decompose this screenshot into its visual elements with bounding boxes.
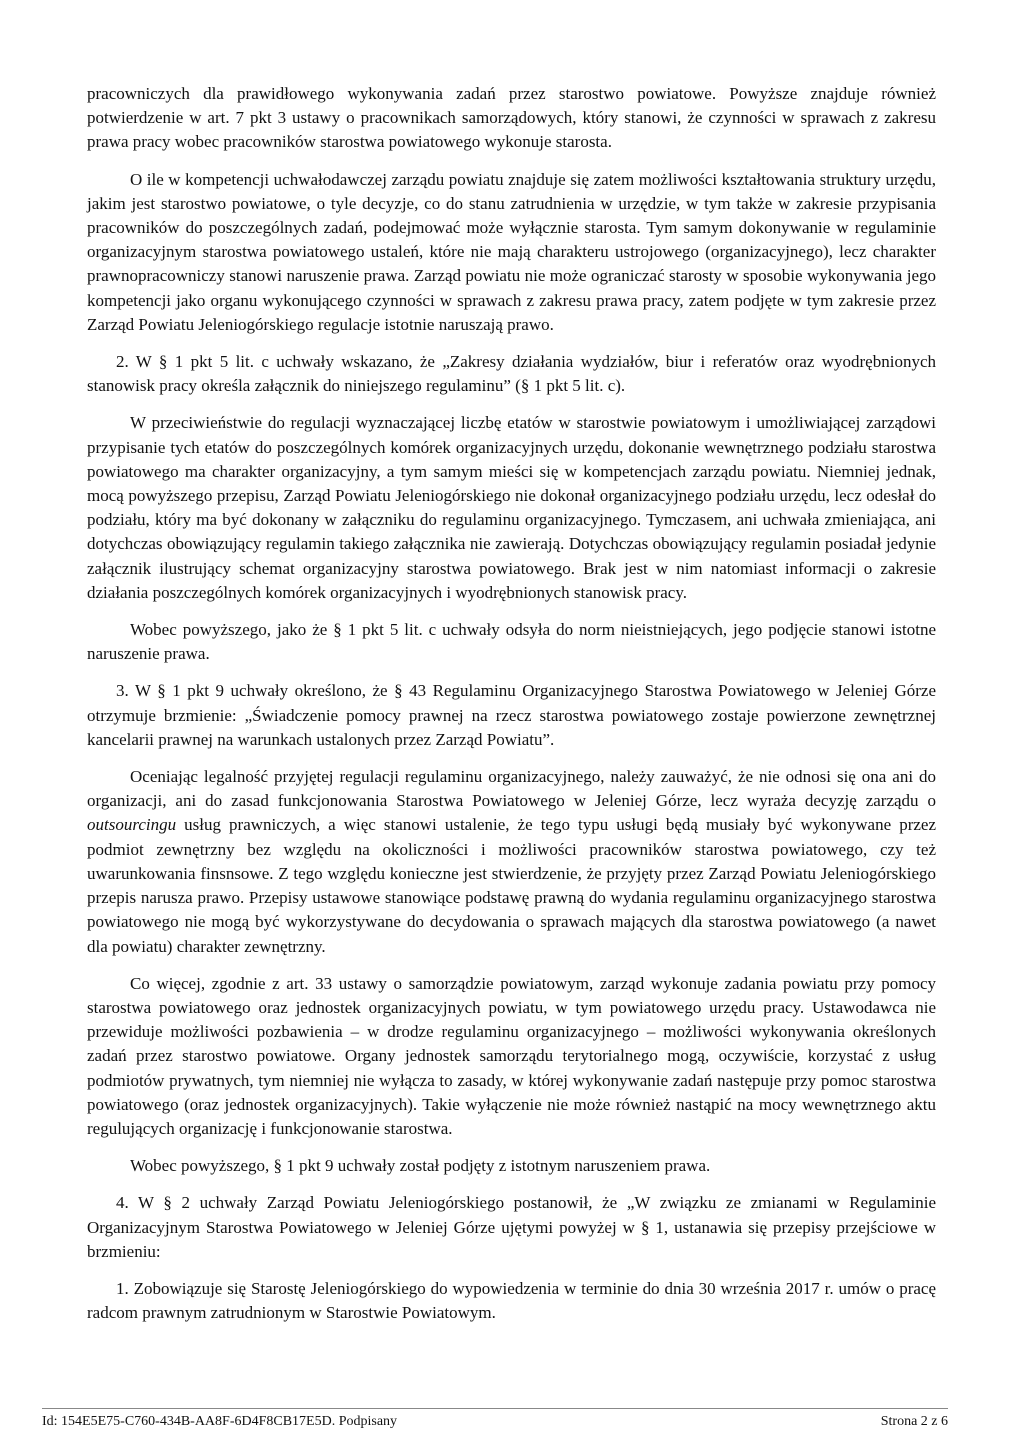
page-footer: [42, 1413, 948, 1431]
paragraph-list-item-1: 1. Zobowiązuje się Starostę Jeleniogórskiego do wypowiedzenia w terminie do dnia 30 września 2017 r. umów o pracę radcom prawnym zatrudnionym w Starostwie Powiatowym.: [87, 1278, 936, 1323]
page-number: Strona 2 z 6: [880, 1414, 948, 1429]
paragraph: W przeciwieństwie do regulacji wyznaczającej liczbę etatów w starostwie powiatowym i umożliwiającej zarządowi przypisanie tych etatów do poszczególnych komórek organizacyjnych urzędu, dokonanie wewnętrznego podziału starostwa powiatowego ma charakter organizacyjny, a tym samym mieści się w kompetencjach zarządu powiatu. Niemniej jednak, mocą powyższego przepisu, Zarząd Powiatu Jeleniogórskiego nie dokonał organizacyjnego podziału urzędu, lecz odesłał do podziału, który ma być dokonany w załączniku do regulaminu organizacyjnego. Tymczasem, ani uchwała zmieniająca, ani dotychczas obowiązujący regulamin takiego załącznika nie zawierają. Dotychczas obowiązujący regulamin posiadał jedynie załącznik ilustrujący schemat organizacyjny starostwa powiatowego. Brak jest w nim natomiast informacji o zakresie działania poszczególnych komórek organizacyjnych i wyodrębnionych stanowisk pracy.: [87, 413, 936, 602]
text-span: Oceniając legalność przyjętej regulacji regulaminu organizacyjnego, należy zauważyć, że nie odnosi się ona ani do organizacji, ani do zasad funkcjonowania Starostwa Powiatowego w Jeleniej Górze, lecz wyraża decyzję zarządu o: [87, 767, 936, 811]
paragraph-outsourcing: [87, 765, 936, 959]
paragraph-numbered-4: 4. W § 2 uchwały Zarząd Powiatu Jeleniogórskiego postanowił, że „W związku ze zmianami w Regulaminie Organizacyjnym Starostwa Powiatowego w Jeleniej Górze ujętymi powyżej w § 1, ustanawia się przepisy przejściowe w brzmieniu:: [87, 1193, 936, 1261]
document-body: [87, 82, 936, 1338]
text-span: usług prawniczych, a więc stanowi ustalenie, że tego typu usługi będą musiały być wykonywane przez podmiot zewnętrzny bez względu na okoliczności i możliwości pracowników starostwa powiatowego, czy też uwarunkowania finsnsowe. Z tego względu konieczne jest stwierdzenie, że przyjęty przez Zarząd Powiatu Jeleniogórskiego przepis narusza prawo. Przepisy ustawowe stanowiące podstawę prawną do wydania regulaminu organizacyjnego starostwa powiatowego nie mogą być wykorzystywane do decydowania o sprawach mających dla starostwa powiatowego (a nawet dla powiatu) charakter zewnętrzny.: [87, 815, 936, 956]
paragraph: Wobec powyższego, § 1 pkt 9 uchwały został podjęty z istotnym naruszeniem prawa.: [130, 1156, 711, 1176]
paragraph: pracowniczych dla prawidłowego wykonywania zadań przez starostwo powiatowe. Powyższe znajduje również potwierdzenie w art. 7 pkt 3 ustawy o pracownikach samorządowych, który stanowi, że czynności w sprawach z zakresu prawa pracy wobec pracowników starostwa powiatowego wykonuje starosta.: [87, 84, 936, 152]
document-id: Id: 154E5E75-C760-434B-AA8F-6D4F8CB17E5D. Podpisany: [42, 1414, 398, 1429]
paragraph: Wobec powyższego, jako że § 1 pkt 5 lit. c uchwały odsyła do norm nieistniejących, jego podjęcie stanowi istotne naruszenie prawa.: [87, 620, 936, 664]
emphasis-text: outsourcingu: [87, 815, 177, 835]
paragraph: Co więcej, zgodnie z art. 33 ustawy o samorządzie powiatowym, zarząd wykonuje zadania powiatu przy pomocy starostwa powiatowego oraz jednostek organizacyjnych powiatu, w tym powiatowego urzędu pracy. Ustawodawca nie przewiduje możliwości pozbawienia – w drodze regulaminu organizacyjnego – możliwości wykonywania określonych zadań przez starostwo powiatowe. Organy jednostek samorządu terytorialnego mogą, oczywiście, korzystać z usług podmiotów prywatnych, tym niemniej nie wyłącza to zasady, w której wykonywanie zadań następuje przy pomoc starostwa powiatowego (oraz jednostek organizacyjnych). Takie wyłączenie nie może również nastąpić na mocy wewnętrznego aktu regulujących organizację i funkcjonowanie starostwa.: [87, 973, 936, 1138]
footer-divider: [42, 1408, 948, 1409]
paragraph-numbered-3: 3. W § 1 pkt 9 uchwały określono, że § 43 Regulaminu Organizacyjnego Starostwa Powiatowego w Jeleniej Górze otrzymuje brzmienie: „Świadczenie pomocy prawnej na rzecz starostwa powiatowego zostaje powierzone zewnętrznej kancelarii prawnej na warunkach ustalonych przez Zarząd Powiatu”.: [87, 681, 936, 749]
paragraph-numbered-2: 2. W § 1 pkt 5 lit. c uchwały wskazano, że „Zakresy działania wydziałów, biur i referatów oraz wyodrębnionych stanowisk pracy określa załącznik do niniejszego regulaminu” (§ 1 pkt 5 lit. c).: [87, 352, 936, 396]
paragraph: O ile w kompetencji uchwałodawczej zarządu powiatu znajduje się zatem możliwości kształtowania struktury urzędu, jakim jest starostwo powiatowe, o tyle decyzje, co do stanu zatrudnienia w urzędzie, w tym także w zakresie przypisania pracowników do poszczególnych zadań, podejmować może wyłącznie starosta. Tym samym dokonywanie w regulaminie organizacyjnym starostwa powiatowego ustaleń, które nie mają charakteru ustrojowego (organizacyjnego), lecz charakter prawnopracowniczy stanowi naruszenie prawa. Zarząd powiatu nie może ograniczać starosty w sposobie wykonywania jego kompetencji jako organu wykonującego czynności w sprawach z zakresu prawa pracy, zatem podjęte w tym zakresie przez Zarząd Powiatu Jeleniogórskiego regulacje istotnie naruszają prawo.: [87, 169, 936, 334]
